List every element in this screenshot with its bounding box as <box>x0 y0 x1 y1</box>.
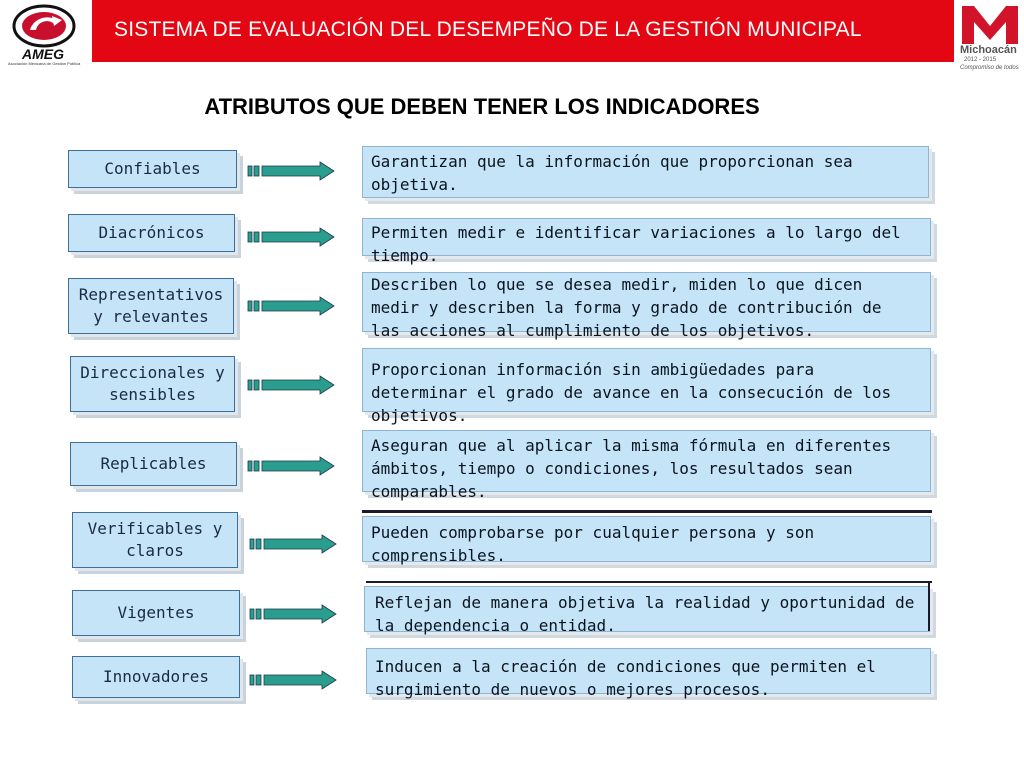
header-bar <box>92 0 954 62</box>
michoacan-logo <box>958 2 1022 74</box>
attribute-description-verificables: Pueden comprobarse por cualquier persona y son comprensibles. <box>362 516 931 562</box>
attribute-description-replicables: Aseguran que al aplicar la misma fórmula en diferentes ámbitos, tiempo o condiciones, los resultados sean comparables. <box>362 430 931 492</box>
attribute-description-direccionales: Proporcionan información sin ambigüedades para determinar el grado de avance en la consecución de los objetivos. <box>362 348 931 412</box>
attribute-label-vigentes: Vigentes <box>72 590 240 636</box>
arrow-icon <box>246 296 336 316</box>
ameg-logo-subtext: Asociación Mexicana de Gestión Pública <box>8 62 81 66</box>
attribute-description-diacronicos: Permiten medir e identificar variaciones a lo largo del tiempo. <box>362 218 931 256</box>
michoacan-logo-years: 2012 - 2015 <box>964 57 997 63</box>
arrow-icon <box>246 456 336 476</box>
attribute-label-replicables: Replicables <box>70 442 237 486</box>
attribute-label-confiables: Confiables <box>68 150 237 188</box>
arrow-icon <box>246 161 336 181</box>
attribute-label-direccionales: Direccionales y sensibles <box>70 356 235 412</box>
page-title: ATRIBUTOS QUE DEBEN TENER LOS INDICADORES <box>204 94 760 119</box>
attribute-description-confiables: Garantizan que la información que proporcionan sea objetiva. <box>362 146 929 198</box>
divider-line <box>362 510 932 513</box>
michoacan-logo-tagline: Compromiso de todos <box>960 65 1019 71</box>
divider-line <box>928 583 930 631</box>
attribute-description-vigentes: Reflejan de manera objetiva la realidad y oportunidad de la dependencia o entidad. <box>364 586 930 632</box>
attribute-label-representativos: Representativos y relevantes <box>68 278 234 334</box>
ameg-logo <box>4 2 86 68</box>
michoacan-logo-text: Michoacán <box>960 44 1017 56</box>
arrow-icon <box>248 670 338 690</box>
attribute-description-representativos: Describen lo que se desea medir, miden lo que dicen medir y describen la forma y grado de contribución de las acciones al cumplimiento de los objetivos. <box>362 272 931 332</box>
attribute-label-verificables: Verificables y claros <box>72 512 238 568</box>
arrow-icon <box>248 604 338 624</box>
header-title: SISTEMA DE EVALUACIÓN DEL DESEMPEÑO DE LA GESTIÓN MUNICIPAL <box>114 18 862 41</box>
attribute-label-diacronicos: Diacrónicos <box>68 214 235 252</box>
arrow-icon <box>248 534 338 554</box>
ameg-logo-text: AMEG <box>22 46 64 62</box>
arrow-icon <box>246 375 336 395</box>
arrow-icon <box>246 227 336 247</box>
attribute-description-innovadores: Inducen a la creación de condiciones que permiten el surgimiento de nuevos o mejores procesos. <box>366 648 931 694</box>
attribute-label-innovadores: Innovadores <box>72 656 240 698</box>
divider-line <box>366 581 932 583</box>
